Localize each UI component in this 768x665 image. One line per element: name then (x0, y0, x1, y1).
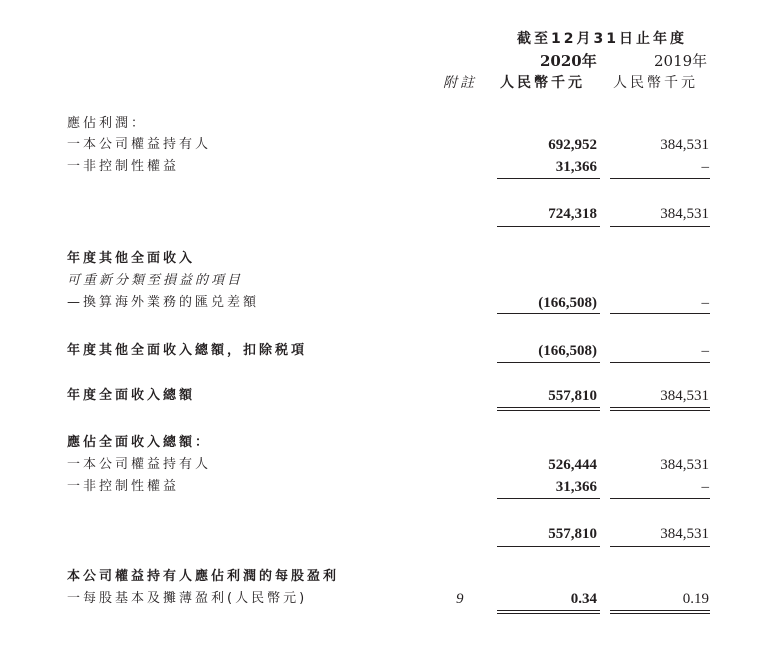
note-column-header: 附註 (443, 75, 477, 91)
value-2019: 384,531 (660, 388, 709, 404)
underline (497, 546, 600, 547)
value-2020: 0.34 (570, 591, 597, 607)
section-other-comprehensive-income: 年度其他全面收入 (67, 251, 196, 266)
underline (610, 498, 710, 499)
underline (610, 407, 710, 408)
section-total-comprehensive-attributable: 應佔全面收入總額： (67, 435, 212, 450)
unit-2020: 人民幣千元 (500, 75, 585, 91)
unit-2019: 人民幣千元 (613, 75, 698, 91)
row-label: 一本公司權益持有人 (67, 457, 212, 472)
double-underline (497, 410, 600, 411)
value-2019: 0.19 (682, 591, 709, 607)
value-2020: 31,366 (555, 479, 597, 495)
row-label: 一非控制性權益 (67, 479, 180, 494)
underline (497, 313, 600, 314)
double-underline (497, 613, 600, 614)
note-ref: 9 (456, 591, 464, 607)
value-2019: 384,531 (660, 457, 709, 473)
period-heading: 截至12月31日止年度 (517, 31, 687, 47)
column-year-2020: 2020年 (540, 52, 597, 70)
value-2019: 384,531 (660, 137, 709, 153)
double-underline (610, 613, 710, 614)
underline (610, 313, 710, 314)
subsection-label: 可重新分類至損益的項目 (67, 273, 244, 288)
subtotal-2019: 384,531 (660, 526, 709, 542)
row-label: 一每股基本及攤薄盈利(人民幣元) (67, 591, 308, 606)
underline (610, 178, 710, 179)
row-label: 年度其他全面收入總額，扣除税項 (67, 343, 308, 358)
value-2020: 31,366 (555, 159, 597, 175)
underline (497, 362, 600, 363)
section-profit-attributable: 應佔利潤： (67, 116, 148, 131)
underline (610, 546, 710, 547)
subtotal-2020: 557,810 (548, 526, 597, 542)
value-2019: – (701, 343, 709, 359)
value-2020: 692,952 (548, 137, 597, 153)
underline (497, 178, 600, 179)
double-underline (610, 410, 710, 411)
underline (610, 362, 710, 363)
column-year-2019: 2019年 (654, 52, 708, 70)
underline (610, 610, 710, 611)
value-2020: (166,508) (538, 343, 597, 359)
row-label: 一本公司權益持有人 (67, 137, 212, 152)
row-label: 一非控制性權益 (67, 159, 180, 174)
value-2020: (166,508) (538, 295, 597, 311)
subtotal-2019: 384,531 (660, 206, 709, 222)
row-label: —換算海外業務的匯兑差額 (67, 295, 260, 310)
value-2019: – (701, 295, 709, 311)
underline (497, 407, 600, 408)
value-2019: – (701, 159, 709, 175)
section-eps: 本公司權益持有人應佔利潤的每股盈利 (67, 569, 340, 584)
underline (610, 226, 710, 227)
value-2020: 526,444 (548, 457, 597, 473)
value-2019: – (701, 479, 709, 495)
row-label: 年度全面收入總額 (67, 388, 196, 403)
subtotal-2020: 724,318 (548, 206, 597, 222)
value-2020: 557,810 (548, 388, 597, 404)
underline (497, 226, 600, 227)
underline (497, 498, 600, 499)
underline (497, 610, 600, 611)
